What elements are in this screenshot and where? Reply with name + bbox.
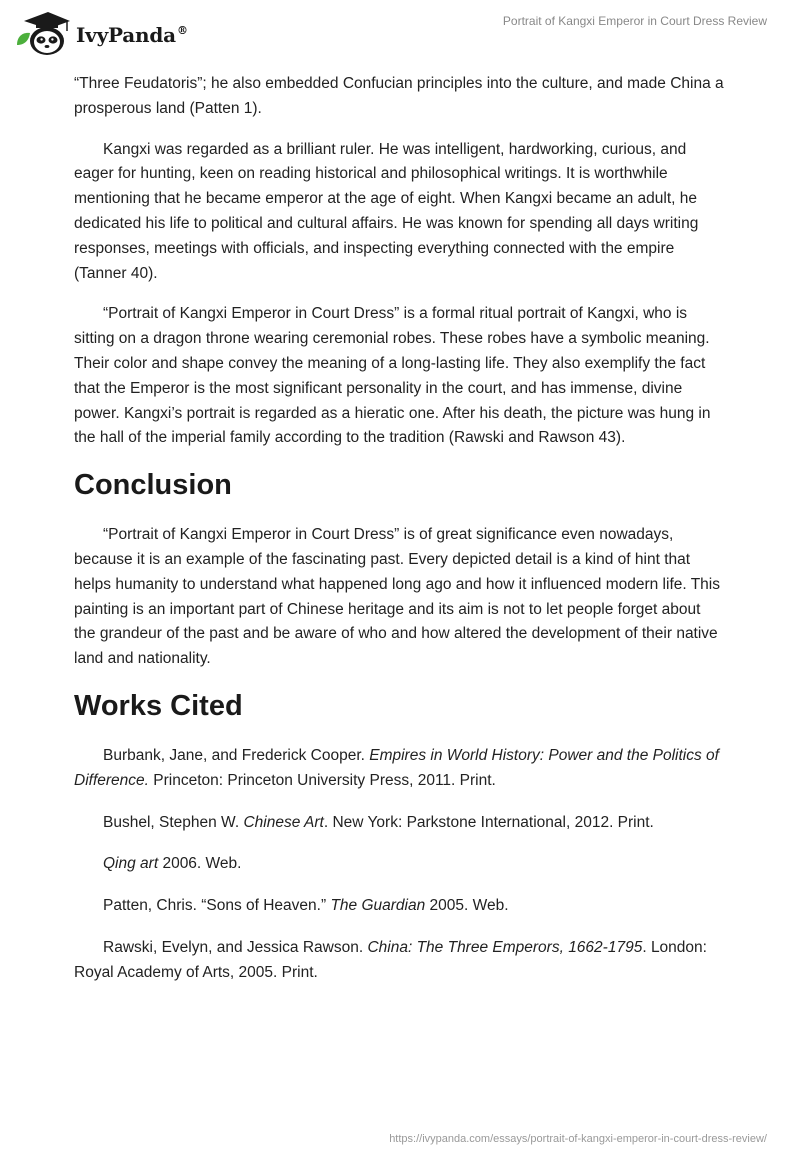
panda-graduate-icon (14, 9, 72, 57)
conclusion-paragraph: “Portrait of Kangxi Emperor in Court Dress” is of great significance even nowadays, because it is an example of the fascinating past. Every depicted detail is a kind of hint that helps humanity to understand what happened long ago and how it influenced modern life. This painting is an important part of Chinese heritage and its aim is not to let people forget about the grandeur of the past and be aware of who and how altered the development of their native land and nationality. (74, 526, 720, 668)
citation-item (74, 811, 724, 836)
citation-item (74, 936, 724, 986)
citation-title: The Guardian (330, 897, 426, 915)
citation-title: Qing art (103, 855, 159, 873)
citation-title: Chinese Art (243, 813, 324, 831)
works-cited-heading: Works Cited (74, 689, 243, 722)
essay-content (74, 72, 724, 1003)
ivypanda-logo[interactable] (14, 9, 188, 57)
body-paragraph: “Portrait of Kangxi Emperor in Court Dress” is a formal ritual portrait of Kangxi, who is sitting on a dragon throne wearing ceremonial robes. These robes have a symbolic meaning. Their color and shape convey the meaning of a long-lasting life. They also exemplify the fact that the Emperor is the most significant personality in the court, and has immense, divine power. Kangxi’s portrait is regarded as a hieratic one. After his death, the picture was hung in the hall of the imperial family according to the tradition (Rawski and Rawson 43). (74, 305, 711, 447)
citation-details: . New York: Parkstone International, 2012. Print. (323, 813, 654, 831)
citation-details: . London: Royal Academy of Arts, 2005. Print. (74, 938, 707, 981)
citation-details: Princeton: Princeton University Press, 2011. Print. (148, 771, 496, 789)
citation-authors: Rawski, Evelyn, and Jessica Rawson. (103, 938, 368, 956)
citation-title: Empires in World History: Power and the Politics of Difference. (74, 746, 719, 789)
page-header (0, 0, 800, 70)
citation-item (74, 852, 724, 877)
conclusion-heading: Conclusion (74, 469, 232, 502)
citation-authors: Bushel, Stephen W. (103, 813, 244, 831)
citation-authors: Patten, Chris. “Sons of Heaven.” (103, 897, 331, 915)
citation-item (74, 894, 724, 919)
citation-item (74, 744, 724, 794)
citation-details: 2006. Web. (158, 855, 242, 873)
document-title: Portrait of Kangxi Emperor in Court Dress Review (502, 14, 767, 28)
citation-authors: Burbank, Jane, and Frederick Cooper. (103, 746, 370, 764)
source-url-link[interactable]: https://ivypanda.com/essays/portrait-of-kangxi-emperor-in-court-dress-review/ (389, 1133, 767, 1145)
logo-text: IvyPanda® (76, 23, 188, 47)
body-paragraph: Kangxi was regarded as a brilliant ruler. He was intelligent, hardworking, curious, and eager for hunting, keen on reading historical and philosophical writings. It is worthwhile mentioning that he became emperor at the age of eight. When Kangxi became an adult, he dedicated his life to political and cultural affairs. He was known for spending all days writing responses, meetings with officials, and inspecting everything connected with the empire (Tanner 40). (74, 140, 699, 282)
citation-title: China: The Three Emperors, 1662-1795 (367, 938, 643, 956)
citation-details: 2005. Web. (425, 897, 509, 915)
body-paragraph: “Three Feudatoris”; he also embedded Confucian principles into the culture, and made China a prosperous land (Patten 1). (74, 75, 724, 117)
